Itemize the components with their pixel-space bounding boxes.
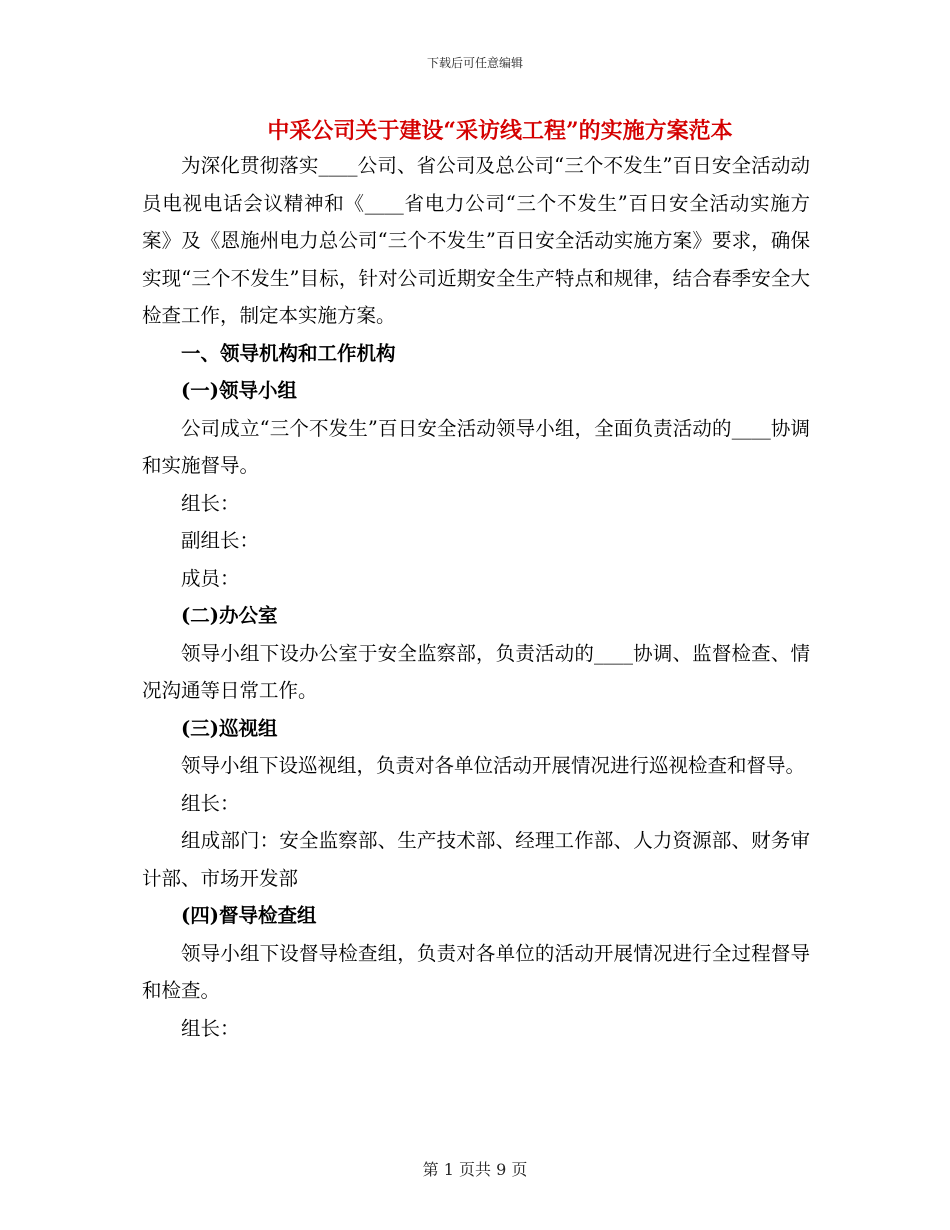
field-members: 成员： [181, 566, 240, 590]
field-member-departments: 组成部门：安全监察部、生产技术部、经理工作部、人力资源部、财务审计部、市场开发部 [142, 829, 810, 890]
section-heading-1: 一、领导机构和工作机构 [181, 341, 396, 365]
document-title: 中采公司关于建设“采访线工程”的实施方案范本 [267, 118, 733, 144]
field-group-leader: 组长： [181, 491, 240, 515]
subsection-heading-supervision-group: (四)督导检查组 [181, 904, 317, 927]
subsection-heading-leadership-group: (一)领导小组 [181, 379, 297, 402]
page-header: 下载后可任意编辑 [426, 56, 523, 70]
paragraph-leadership-group: 公司成立“三个不发生”百日安全活动领导小组，全面负责活动的____协调和实施督导。 [142, 416, 810, 477]
subsection-heading-inspection-group: (三)巡视组 [181, 716, 278, 740]
paragraph-office: 领导小组下设办公室于安全监察部，负责活动的____协调、监督检查、情况沟通等日常工作。 [142, 641, 810, 702]
document-body [142, 147, 810, 1047]
field-supervision-leader: 组长： [181, 1016, 240, 1040]
field-deputy-leader: 副组长： [181, 529, 260, 552]
paragraph-inspection-group: 领导小组下设巡视组，负责对各单位活动开展情况进行巡视检查和督导。 [181, 754, 806, 777]
page-footer: 第 1 页共 9 页 [422, 1160, 528, 1179]
field-inspection-leader: 组长： [181, 791, 240, 815]
subsection-heading-office: (二)办公室 [181, 604, 278, 627]
paragraph-supervision-group: 领导小组下设督导检查组，负责对各单位的活动开展情况进行全过程督导和检查。 [142, 941, 810, 1002]
intro-paragraph: 为深化贯彻落实____公司、省公司及总公司“三个不发生”百日安全活动动员电视电话会议精神和《____省电力公司“三个不发生”百日安全活动实施方案》及《恩施州电力总公司“三个不发生”百日安全活动实施方案》要求，确保实现“三个不发生”目标，针对公司近期安全生产特点和规律，结合春季安全大检查工作，制定本实施方案。 [142, 154, 810, 327]
